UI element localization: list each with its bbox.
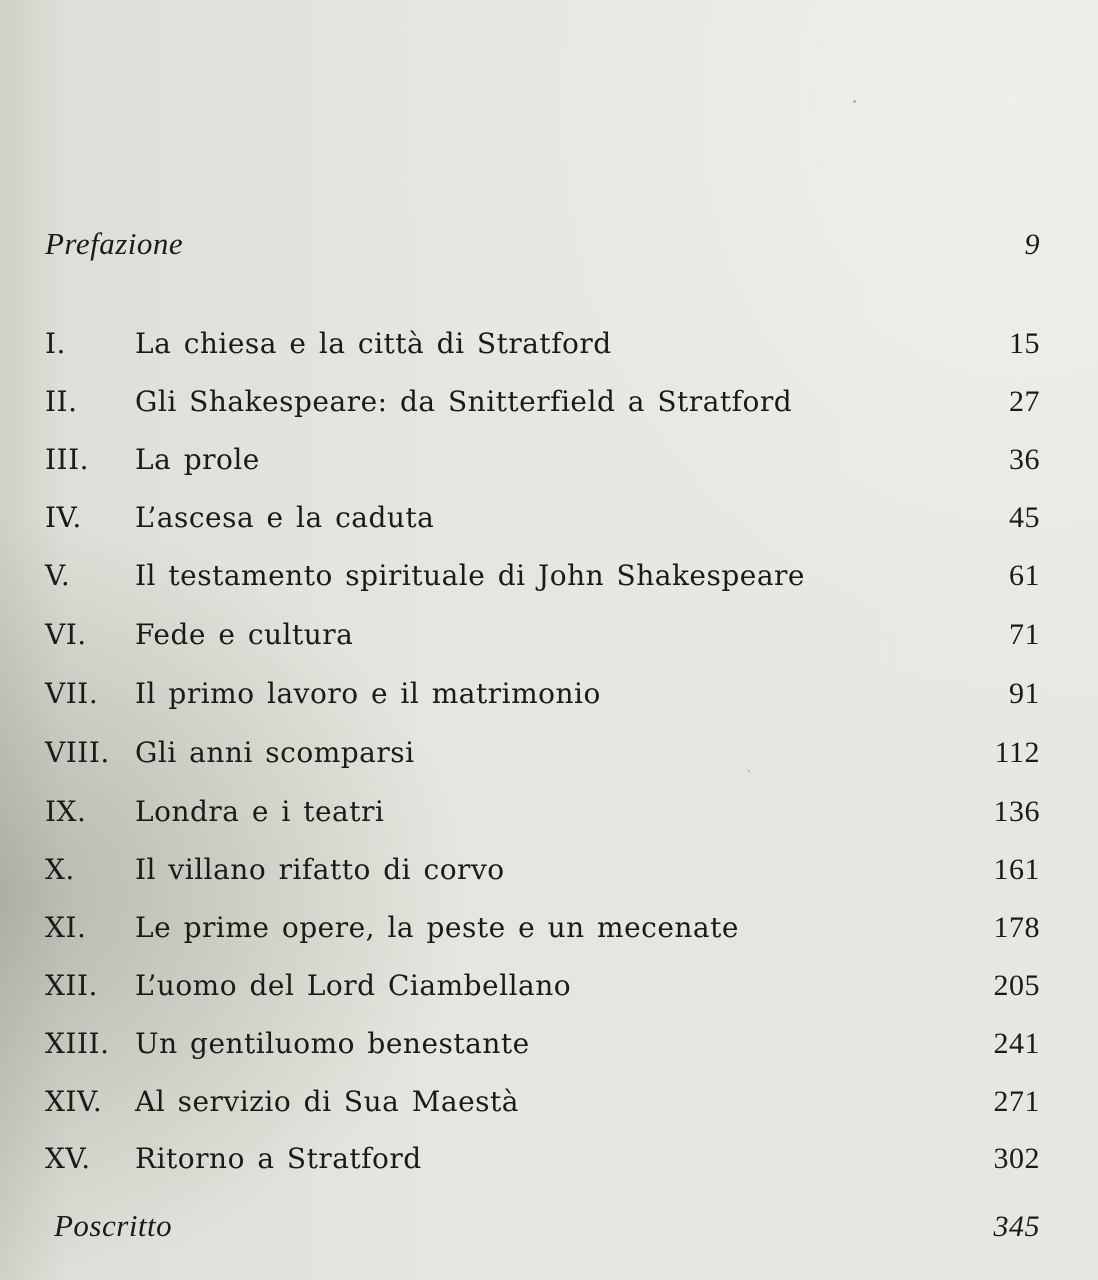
toc-entry-chapter-5 bbox=[45, 559, 1040, 605]
chapter-numeral: VIII. bbox=[45, 736, 110, 769]
toc-entry-chapter-12 bbox=[45, 969, 1040, 1015]
chapter-page: 205 bbox=[993, 969, 1040, 1002]
chapter-title: L’uomo del Lord Ciambellano bbox=[135, 969, 572, 1002]
chapter-page: 271 bbox=[993, 1085, 1040, 1118]
chapter-page: 61 bbox=[1009, 559, 1040, 592]
chapter-page: 161 bbox=[993, 853, 1040, 886]
chapter-page: 36 bbox=[1009, 443, 1040, 476]
toc-entry-chapter-8 bbox=[45, 736, 1040, 782]
chapter-page: 112 bbox=[994, 736, 1040, 769]
chapter-title: La chiesa e la città di Stratford bbox=[135, 327, 612, 360]
chapter-page: 241 bbox=[993, 1027, 1040, 1060]
chapter-title: Fede e cultura bbox=[135, 618, 354, 651]
chapter-numeral: I. bbox=[45, 327, 66, 360]
toc-entry-chapter-9 bbox=[45, 795, 1040, 841]
toc-entry-preface bbox=[45, 226, 1040, 272]
chapter-title: Il testamento spirituale di John Shakespeare bbox=[135, 559, 805, 592]
chapter-title: Il villano rifatto di corvo bbox=[135, 853, 505, 886]
chapter-numeral: V. bbox=[45, 559, 71, 592]
chapter-page: 91 bbox=[1009, 677, 1040, 710]
toc-entry-chapter-6 bbox=[45, 618, 1040, 664]
chapter-title: Gli anni scomparsi bbox=[135, 736, 415, 769]
chapter-title: Il primo lavoro e il matrimonio bbox=[135, 677, 601, 710]
chapter-numeral: X. bbox=[45, 853, 75, 886]
chapter-title: L’ascesa e la caduta bbox=[135, 501, 435, 534]
chapter-page: 178 bbox=[993, 911, 1040, 944]
chapter-page: 15 bbox=[1009, 327, 1040, 360]
chapter-numeral: III. bbox=[45, 443, 90, 476]
toc-entry-chapter-14 bbox=[45, 1085, 1040, 1131]
toc-entry-chapter-3 bbox=[45, 443, 1040, 489]
toc-entry-chapter-4 bbox=[45, 501, 1040, 547]
toc-entry-postscript bbox=[54, 1208, 1040, 1254]
chapter-numeral: XII. bbox=[45, 969, 98, 1002]
toc-entry-chapter-1 bbox=[45, 327, 1040, 373]
chapter-title: Gli Shakespeare: da Snitterfield a Stratford bbox=[135, 385, 793, 418]
chapter-title: La prole bbox=[135, 443, 260, 476]
chapter-numeral: XI. bbox=[45, 911, 87, 944]
toc-postscript-title: Poscritto bbox=[54, 1208, 173, 1243]
chapter-numeral: XIII. bbox=[45, 1027, 110, 1060]
chapter-numeral: XV. bbox=[45, 1142, 91, 1175]
toc-entry-chapter-11 bbox=[45, 911, 1040, 957]
toc-postscript-page: 345 bbox=[993, 1210, 1040, 1243]
chapter-title: Londra e i teatri bbox=[135, 795, 385, 828]
toc-entry-chapter-13 bbox=[45, 1027, 1040, 1073]
toc-entry-chapter-7 bbox=[45, 677, 1040, 723]
chapter-numeral: IX. bbox=[45, 795, 87, 828]
chapter-title: Al servizio di Sua Maestà bbox=[135, 1085, 519, 1118]
chapter-numeral: XIV. bbox=[45, 1085, 103, 1118]
chapter-page: 302 bbox=[993, 1142, 1040, 1175]
chapter-numeral: VI. bbox=[45, 618, 87, 651]
toc-entry-chapter-2 bbox=[45, 385, 1040, 431]
chapter-title: Le prime opere, la peste e un mecenate bbox=[135, 911, 739, 944]
toc-entry-chapter-10 bbox=[45, 853, 1040, 899]
chapter-page: 27 bbox=[1009, 385, 1040, 418]
chapter-page: 136 bbox=[993, 795, 1040, 828]
toc-entry-chapter-15 bbox=[45, 1142, 1040, 1188]
toc-preface-title: Prefazione bbox=[45, 226, 184, 261]
chapter-numeral: IV. bbox=[45, 501, 82, 534]
chapter-numeral: II. bbox=[45, 385, 78, 418]
chapter-title: Un gentiluomo benestante bbox=[135, 1027, 530, 1060]
chapter-numeral: VII. bbox=[45, 677, 99, 710]
chapter-page: 71 bbox=[1009, 618, 1040, 651]
chapter-page: 45 bbox=[1009, 501, 1040, 534]
chapter-title: Ritorno a Stratford bbox=[135, 1142, 422, 1175]
toc-preface-page: 9 bbox=[1024, 228, 1040, 261]
paper-speck bbox=[853, 100, 856, 103]
